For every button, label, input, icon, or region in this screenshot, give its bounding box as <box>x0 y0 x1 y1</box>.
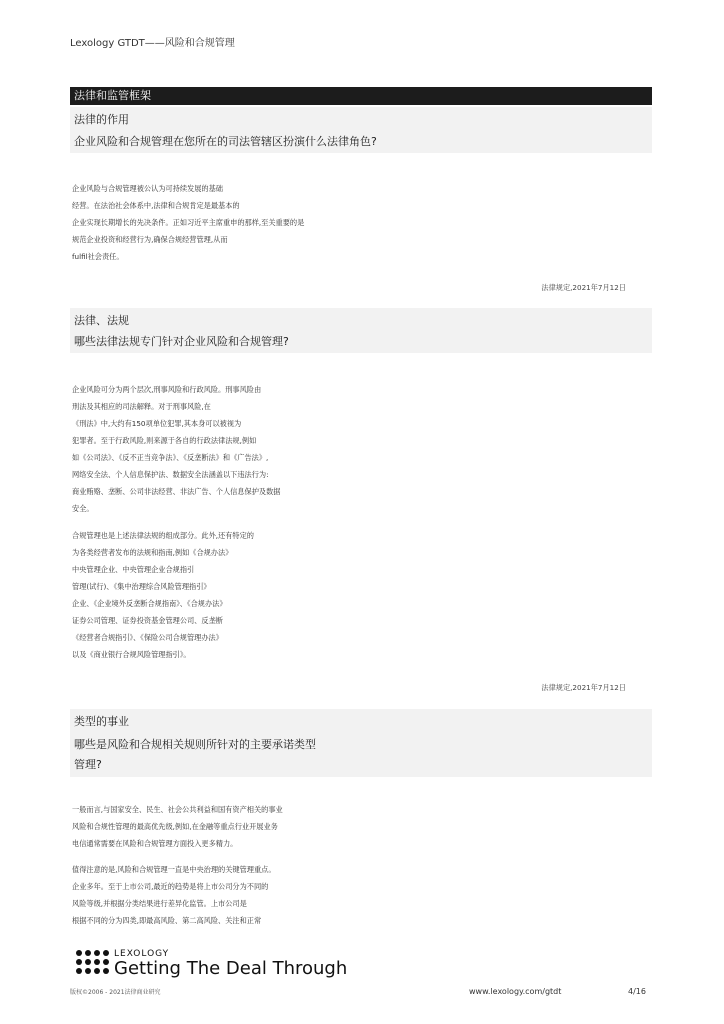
text-line: 《刑法》中,大约有150项单位犯罪,其本身可以被视为 <box>72 419 242 428</box>
lexology-logo <box>76 949 348 979</box>
text-line: 以及《商业银行合规风险管理指引》。 <box>72 650 191 659</box>
question-topic: 法律的作用 <box>74 113 129 126</box>
logo-dots-icon <box>76 950 109 974</box>
answer-paragraph <box>72 861 276 929</box>
text-line: 《经营者合规指引》、《保险公司合规管理办法》 <box>72 633 223 642</box>
question-topic: 法律、法规 <box>74 314 129 327</box>
section-heading: 法律和监管框架 <box>70 87 652 105</box>
question-box-3 <box>70 709 652 777</box>
text-line: 风险等级,并根据分类结果进行差异化监管。上市公司是 <box>72 899 247 908</box>
text-line: 为各类经营者发布的法规和指南,例如《合规办法》 <box>72 548 233 557</box>
text-line: 合规管理也是上述法律法规的组成部分。此外,还有特定的 <box>72 531 254 540</box>
question-text-line: 管理? <box>74 758 102 771</box>
text-line: 企业风险可分为两个层次,刑事风险和行政风险。刑事风险由 <box>72 385 262 394</box>
question-box-1 <box>70 107 652 153</box>
text-line: 商业贿赂、垄断、公司非法经营、非法广告、个人信息保护及数据 <box>72 487 281 496</box>
footer-url-link[interactable]: www.lexology.com/gtdt <box>469 987 562 996</box>
running-header: Lexology GTDT——风险和合规管理 <box>70 38 235 49</box>
text-line: 如《公司法》、《反不正当竞争法》、《反垄断法》和《广告法》, <box>72 453 269 462</box>
answer-paragraph <box>72 527 254 663</box>
legal-reference-date: 法律规定,2021年7月12日 <box>541 683 626 692</box>
text-line: 值得注意的是,风险和合规管理一直是中央治理的关键管理重点。 <box>72 865 276 874</box>
text-line: 犯罪者。至于行政风险,则来源于各自的行政法律法规,例如 <box>72 436 257 445</box>
question-text: 企业风险和合规管理在您所在的司法管辖区扮演什么法律角色? <box>74 135 377 148</box>
text-line: 中央管理企业、中央管理企业合规指引 <box>72 565 195 574</box>
question-text: 哪些法律法规专门针对企业风险和合规管理? <box>74 335 289 348</box>
copyright-text: 版权©2006 - 2021法律商业研究 <box>70 989 161 996</box>
logo-tagline: Getting The Deal Through <box>114 958 348 979</box>
logo-brand: LEXOLOGY <box>114 949 170 959</box>
text-line: 规范企业投资和经营行为,确保合规经营管理,从而 <box>72 235 228 244</box>
text-line: 证券公司管理、证券投资基金管理公司、反垄断 <box>72 616 223 625</box>
text-line: fulfil社会责任。 <box>72 252 124 261</box>
text-line: 根据不同的分为四类,即最高风险、第二高风险、关注和正常 <box>72 916 262 925</box>
text-line: 管理(试行)、《集中治理综合风险管理指引》 <box>72 582 211 591</box>
text-line: 刑法及其相应的司法解释。对于刑事风险,在 <box>72 402 211 411</box>
text-line: 一般而言,与国家安全、民生、社会公共利益和国有资产相关的事业 <box>72 805 283 814</box>
page-number: 4/16 <box>628 987 646 996</box>
question-topic: 类型的事业 <box>74 715 129 728</box>
legal-reference-date: 法律规定,2021年7月12日 <box>541 283 626 292</box>
text-line: 企业实现长期增长的先决条件。正如习近平主席重申的那样,至关重要的是 <box>72 218 305 227</box>
text-line: 企业风险与合规管理被公认为可持续发展的基础 <box>72 184 223 193</box>
question-text-line: 哪些是风险和合规相关规则所针对的主要承诺类型 <box>74 738 316 751</box>
logo-text <box>114 949 347 979</box>
text-line: 网络安全法、个人信息保护法、数据安全法涵盖以下违法行为: <box>72 470 269 479</box>
text-line: 风险和合规性管理的最高优先级,例如,在金融等重点行业开展业务 <box>72 822 278 831</box>
answer-paragraph <box>72 801 283 852</box>
text-line: 企业、《企业境外反垄断合规指南》、《合规办法》 <box>72 599 227 608</box>
answer-paragraph <box>72 180 304 265</box>
text-line: 安全。 <box>72 504 94 513</box>
text-line: 企业多年。至于上市公司,最近的趋势是将上市公司分为不同的 <box>72 882 269 891</box>
text-line: 电信通常需要在风险和合规管理方面投入更多精力。 <box>72 839 238 848</box>
text-line: 经营。在法治社会体系中,法律和合规肯定是最基本的 <box>72 201 240 210</box>
answer-paragraph <box>72 381 280 517</box>
question-box-2 <box>70 308 652 353</box>
